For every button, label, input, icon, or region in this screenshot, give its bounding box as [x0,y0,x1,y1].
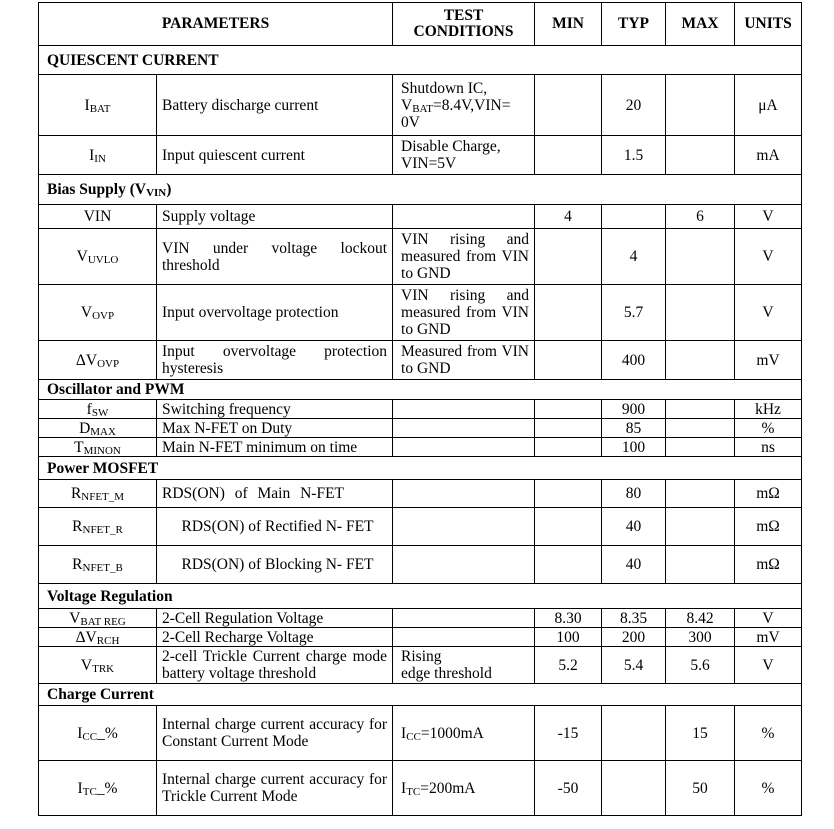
section-title-bias [39,175,802,205]
parameter-cell [157,761,393,816]
table-row-rnfet-b [39,546,802,584]
max-cell [666,508,735,546]
parameter-line: threshold [162,256,220,274]
parameter-cell: Battery discharge current [157,75,393,136]
parameter-cell: Max N-FET on Duty [157,419,393,438]
parameter-line: Internal charge current [162,771,305,788]
header-min: MIN [535,3,602,46]
unit-cell: μA [735,75,802,136]
table-row-dvovp [39,341,802,380]
table-row-vovp [39,285,802,341]
typ-cell: 100 [602,438,666,457]
section-row [39,684,802,706]
condition-cell [393,136,535,175]
max-cell [666,229,735,285]
typ-cell: 8.35 [602,609,666,628]
condition-cell [393,229,535,285]
max-cell [666,438,735,457]
symbol-cell [39,285,157,341]
symbol-subscript: CC [82,730,98,743]
symbol-suffix: _% [97,724,118,742]
condition-suffix: =200mA [420,779,476,797]
parameter-line: RDS(ON) of Rectified N- [181,518,343,535]
table-row-vbat-reg [39,609,802,628]
unit-cell: ns [735,438,802,457]
condition-cell [393,205,535,229]
section-row [39,46,802,75]
condition-line: VIN rising and [401,231,530,248]
condition-line: VIN rising and [401,287,530,304]
section-title-osc: Oscillator and PWM [39,380,802,400]
max-cell [666,285,735,341]
condition-cell [393,75,535,136]
unit-cell: mΩ [735,480,802,508]
parameter-cell: Switching frequency [157,400,393,419]
condition-line: VIN to GND [401,343,530,377]
section-row [39,175,802,205]
min-cell: -50 [535,761,602,816]
symbol-cell [39,229,157,285]
min-cell [535,480,602,508]
header-max: MAX [666,3,735,46]
min-cell: 8.30 [535,609,602,628]
parameter-cell [157,647,393,684]
typ-cell: 400 [602,341,666,380]
typ-cell: 85 [602,419,666,438]
condition-cell [393,761,535,816]
condition-line: Rising edge [401,648,442,682]
section-title-charge: Charge Current [39,684,802,706]
typ-cell [602,761,666,816]
min-cell [535,508,602,546]
condition-main: I [401,779,407,797]
symbol-cell [39,480,157,508]
parameter-cell: RDS(ON) of Main N-FET [157,480,393,508]
min-cell: 4 [535,205,602,229]
condition-cell [393,546,535,584]
unit-cell: V [735,205,802,229]
unit-cell: V [735,229,802,285]
symbol-cell [39,546,157,584]
min-cell [535,285,602,341]
unit-cell: % [735,419,802,438]
unit-cell: kHz [735,400,802,419]
section-title-text: ) [166,181,172,198]
section-title-text: Bias Supply (V [47,181,147,198]
symbol-main: ΔV [75,351,98,369]
symbol-subscript: SW [91,406,109,419]
condition-cell [393,285,535,341]
condition-subscript: TC [406,785,421,798]
symbol-cell [39,419,157,438]
max-cell [666,419,735,438]
symbol-main: V [76,248,88,265]
symbol-subscript: NFET_R [82,524,123,536]
condition-cell [393,706,535,761]
typ-cell: 40 [602,508,666,546]
parameter-line: accuracy for Trickle Current [162,771,388,805]
max-cell: 50 [666,761,735,816]
parameter-line: RDS(ON) of Blocking N- [181,556,343,573]
header-typ: TYP [602,3,666,46]
spec-table [38,2,802,816]
symbol-subscript: BAT [89,102,111,115]
max-cell: 15 [666,706,735,761]
section-title-subscript: VIN [146,187,167,199]
parameter-cell [157,341,393,380]
symbol-subscript: OVP [92,310,115,322]
symbol-main: V [69,609,81,627]
typ-cell: 900 [602,400,666,419]
unit-cell: mV [735,628,802,647]
max-cell [666,480,735,508]
condition-subscript: CC [406,730,421,743]
symbol-subscript: IN [94,152,106,165]
header-test-line: TEST [443,7,484,24]
unit-cell: mA [735,136,802,175]
symbol-main: I [77,779,83,797]
symbol-cell [39,400,157,419]
parameter-cell [157,229,393,285]
section-row [39,584,802,609]
condition-subscript: BAT [412,102,433,115]
table-row-itc [39,761,802,816]
parameter-cell [157,546,393,584]
symbol-subscript: NFET_M [81,491,125,503]
condition-line: measured from [401,304,497,321]
header-row [39,3,802,46]
min-cell [535,341,602,380]
symbol-cell [39,628,157,647]
symbol-main: V [80,304,93,321]
table-row-dmax [39,419,802,438]
unit-cell: % [735,761,802,816]
condition-line: measured from [401,248,497,265]
typ-cell: 4 [602,229,666,285]
symbol-main: R [72,518,83,535]
unit-cell: % [735,706,802,761]
symbol-cell [39,647,157,684]
min-cell: 5.2 [535,647,602,684]
parameter-cell [157,508,393,546]
table-row-iin [39,136,802,175]
symbol-main: D [79,419,91,437]
symbol-main: R [70,485,82,502]
condition-line: Disable Charge, [401,138,501,155]
symbol-cell [39,136,157,175]
symbol-subscript: TC [82,785,97,798]
unit-cell: mV [735,341,802,380]
condition-line: =8.4V,VIN= [433,96,511,114]
electrical-characteristics-sheet [38,2,801,816]
parameter-line: VIN under voltage lockout [162,239,388,257]
table-row-fsw [39,400,802,419]
symbol-main: V [80,656,93,674]
typ-cell: 5.7 [602,285,666,341]
condition-main: I [401,724,407,742]
parameter-line: Mode [272,733,309,750]
symbol-main: f [86,400,92,418]
min-cell [535,438,602,457]
typ-cell: 20 [602,75,666,136]
symbol-cell [39,508,157,546]
condition-cell [393,628,535,647]
max-cell: 8.42 [666,609,735,628]
typ-cell: 80 [602,480,666,508]
parameter-line: mode battery voltage threshold [162,648,388,682]
symbol-subscript: BAT REG [80,615,126,628]
condition-cell [393,419,535,438]
table-row-dvrch [39,628,802,647]
symbol-subscript: TRK [92,662,115,675]
parameter-line: accuracy for Constant Current [162,716,388,750]
table-row-vuvlo [39,229,802,285]
max-cell [666,136,735,175]
min-cell [535,419,602,438]
condition-line: 0V [401,113,420,131]
condition-line: VIN to GND [401,304,529,338]
parameter-cell: 2-Cell Recharge Voltage [157,628,393,647]
header-parameters: PARAMETERS [39,3,393,46]
symbol-subscript: OVP [97,357,120,370]
symbol-suffix: _% [96,779,118,797]
symbol-subscript: RCH [96,634,120,647]
table-row-rnfet-m [39,480,802,508]
parameter-line: Input overvoltage protection [162,343,388,360]
condition-line: Measured from [401,343,497,360]
max-cell [666,400,735,419]
section-row [39,380,802,400]
max-cell: 6 [666,205,735,229]
condition-line: VIN to GND [401,248,529,282]
condition-cell [393,480,535,508]
parameter-line: Internal charge current [162,716,305,733]
parameter-line: 2-cell Trickle Current charge [162,648,347,665]
condition-cell [393,400,535,419]
condition-cell [393,341,535,380]
parameter-cell: 2-Cell Regulation Voltage [157,609,393,628]
table-row-ibat [39,75,802,136]
symbol-main: I [89,146,95,164]
table-row-icc [39,706,802,761]
symbol-subscript: NFET_B [82,562,123,574]
symbol-main: R [72,556,83,573]
parameter-cell [157,706,393,761]
parameter-line: Mode [261,788,298,805]
symbol-cell [39,706,157,761]
unit-cell: mΩ [735,546,802,584]
header-conditions-line: CONDITIONS [413,23,514,40]
typ-cell [602,205,666,229]
max-cell [666,75,735,136]
min-cell [535,229,602,285]
typ-cell: 40 [602,546,666,584]
symbol-subscript: MAX [90,425,116,438]
symbol-cell [39,341,157,380]
symbol-main: I [84,96,90,114]
parameter-cell: Main N-FET minimum on time [157,438,393,457]
parameter-cell: Supply voltage [157,205,393,229]
min-cell [535,400,602,419]
symbol-main: ΔV [75,628,97,646]
symbol-cell: VIN [39,205,157,229]
condition-line: V [401,96,413,114]
condition-line: Shutdown IC, [401,79,488,97]
symbol-main: T [74,438,84,456]
condition-line: VIN=5V [401,155,457,172]
max-cell [666,341,735,380]
symbol-cell [39,75,157,136]
section-title-mosfet: Power MOSFET [39,457,802,480]
condition-suffix: =1000mA [420,724,484,742]
table-row-tminon [39,438,802,457]
min-cell: -15 [535,706,602,761]
symbol-subscript: UVLO [87,254,119,266]
symbol-main: I [77,724,83,742]
min-cell [535,75,602,136]
condition-line: threshold [434,665,492,682]
max-cell [666,546,735,584]
max-cell: 300 [666,628,735,647]
unit-cell: V [735,609,802,628]
symbol-cell [39,761,157,816]
table-row-vtrk [39,647,802,684]
section-row [39,457,802,480]
parameter-cell: Input overvoltage protection [157,285,393,341]
min-cell [535,546,602,584]
min-cell: 100 [535,628,602,647]
typ-cell [602,706,666,761]
unit-cell: V [735,285,802,341]
unit-cell: V [735,647,802,684]
parameter-line: hysteresis [162,360,224,377]
symbol-cell [39,609,157,628]
condition-cell [393,508,535,546]
typ-cell: 200 [602,628,666,647]
header-test-conditions [393,3,535,46]
section-title-quiescent: QUIESCENT CURRENT [39,46,802,75]
typ-cell: 5.4 [602,647,666,684]
header-units: UNITS [735,3,802,46]
unit-cell: mΩ [735,508,802,546]
condition-cell [393,438,535,457]
parameter-line: FET [345,518,374,535]
parameter-cell: Input quiescent current [157,136,393,175]
condition-cell [393,609,535,628]
condition-cell [393,647,535,684]
typ-cell: 1.5 [602,136,666,175]
symbol-cell [39,438,157,457]
table-row-rnfet-r [39,508,802,546]
max-cell: 5.6 [666,647,735,684]
table-row-vin [39,205,802,229]
min-cell [535,136,602,175]
symbol-subscript: MINON [83,444,121,457]
section-title-vreg: Voltage Regulation [39,584,802,609]
parameter-line: FET [345,556,374,573]
